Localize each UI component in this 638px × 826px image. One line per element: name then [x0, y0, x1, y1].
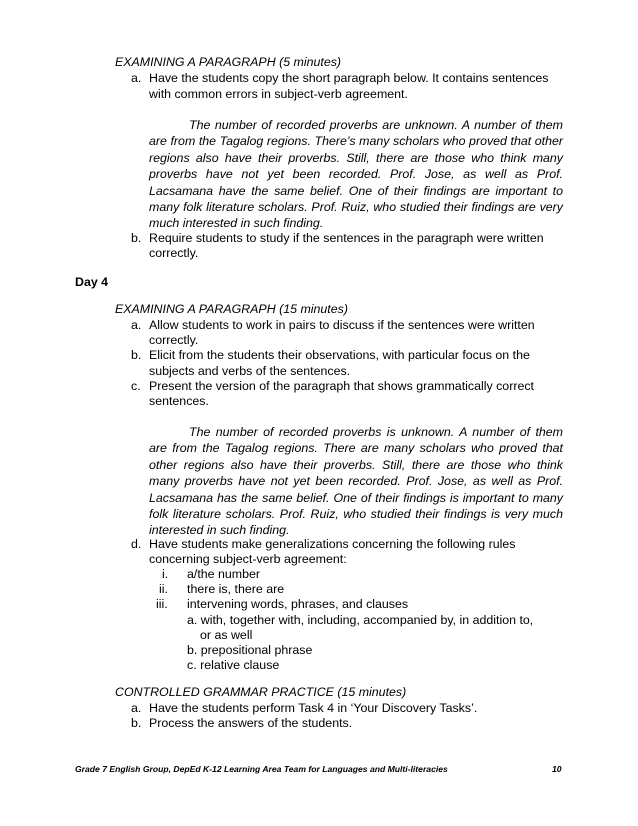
list-item-text: correctly. — [149, 333, 199, 347]
list-item-text: with common errors in subject-verb agreement. — [149, 87, 408, 101]
list-marker: b. — [131, 716, 142, 730]
list-marker: a. — [131, 701, 142, 715]
roman-item: intervening words, phrases, and clauses — [187, 597, 409, 611]
sub-item: a. with, together with, including, accompanied by, in addition to, — [187, 613, 534, 627]
roman-marker: ii. — [159, 582, 168, 596]
sub-item: c. relative clause — [187, 658, 280, 672]
list-item-text: Require students to study if the sentences in the paragraph were written — [149, 231, 544, 245]
roman-marker: iii. — [156, 597, 168, 611]
section-heading: EXAMINING A PARAGRAPH (5 minutes) — [115, 55, 342, 69]
list-item-text: subjects and verbs of the sentences. — [149, 364, 351, 378]
list-marker: a. — [131, 318, 142, 332]
list-marker: b. — [131, 348, 142, 362]
list-item-text: concerning subject-verb agreement: — [149, 552, 347, 566]
roman-item: there is, there are — [187, 582, 285, 596]
roman-marker: i. — [162, 567, 169, 581]
roman-item: a/the number — [187, 567, 261, 581]
list-item-text: Present the version of the paragraph that shows grammatically correct — [149, 379, 534, 393]
list-marker: a. — [131, 71, 142, 85]
footer-text: Grade 7 English Group, DepEd K-12 Learning Area Team for Languages and Multi-literacies — [75, 764, 448, 774]
list-item-text: Allow students to work in pairs to discuss if the sentences were written — [149, 318, 535, 332]
list-item-text: sentences. — [149, 394, 209, 408]
list-marker: d. — [131, 537, 142, 551]
list-item-text: Have the students perform Task 4 in ‘Your Discovery Tasks’. — [149, 701, 478, 715]
sub-item: or as well — [200, 628, 253, 642]
page-number: 10 — [552, 764, 562, 774]
error-paragraph: The number of recorded proverbs are unknown. A number of them are from the Tagalog regions. There’s many scholars who proved that other regions also have their proverbs. Still, there are those who think many proverbs have not yet been recorded. Prof. Jose, as well as Prof. Lacsamana have the same belief. One of their findings are important to many folk literature scholars. Prof. Ruiz, who studied their findings are very much interested in such finding. — [149, 118, 563, 231]
list-item-text: Have students make generalizations concerning the following rules — [149, 537, 516, 551]
list-marker: b. — [131, 231, 142, 245]
list-item-text: Process the answers of the students. — [149, 716, 353, 730]
section-heading: CONTROLLED GRAMMAR PRACTICE (15 minutes) — [115, 685, 407, 699]
list-marker: c. — [131, 379, 141, 393]
section-heading: EXAMINING A PARAGRAPH (15 minutes) — [115, 302, 348, 316]
list-item-text: correctly. — [149, 246, 199, 260]
list-item-text: Elicit from the students their observations, with particular focus on the — [149, 348, 530, 362]
list-item-text: Have the students copy the short paragraph below. It contains sentences — [149, 71, 549, 85]
corrected-paragraph: The number of recorded proverbs is unknown. A number of them are from the Tagalog regions. There are many scholars who proved that other regions also have their proverbs. Still, there are those who think many proverbs have not yet been recorded. Prof. Jose, as well as Prof. Lacsamana has the same belief. One of their findings is important to many folk literature scholars. Prof. Ruiz, who studied their findings is very much interested in such finding. — [149, 425, 563, 538]
day-heading: Day 4 — [75, 275, 109, 289]
sub-item: b. prepositional phrase — [187, 643, 313, 657]
